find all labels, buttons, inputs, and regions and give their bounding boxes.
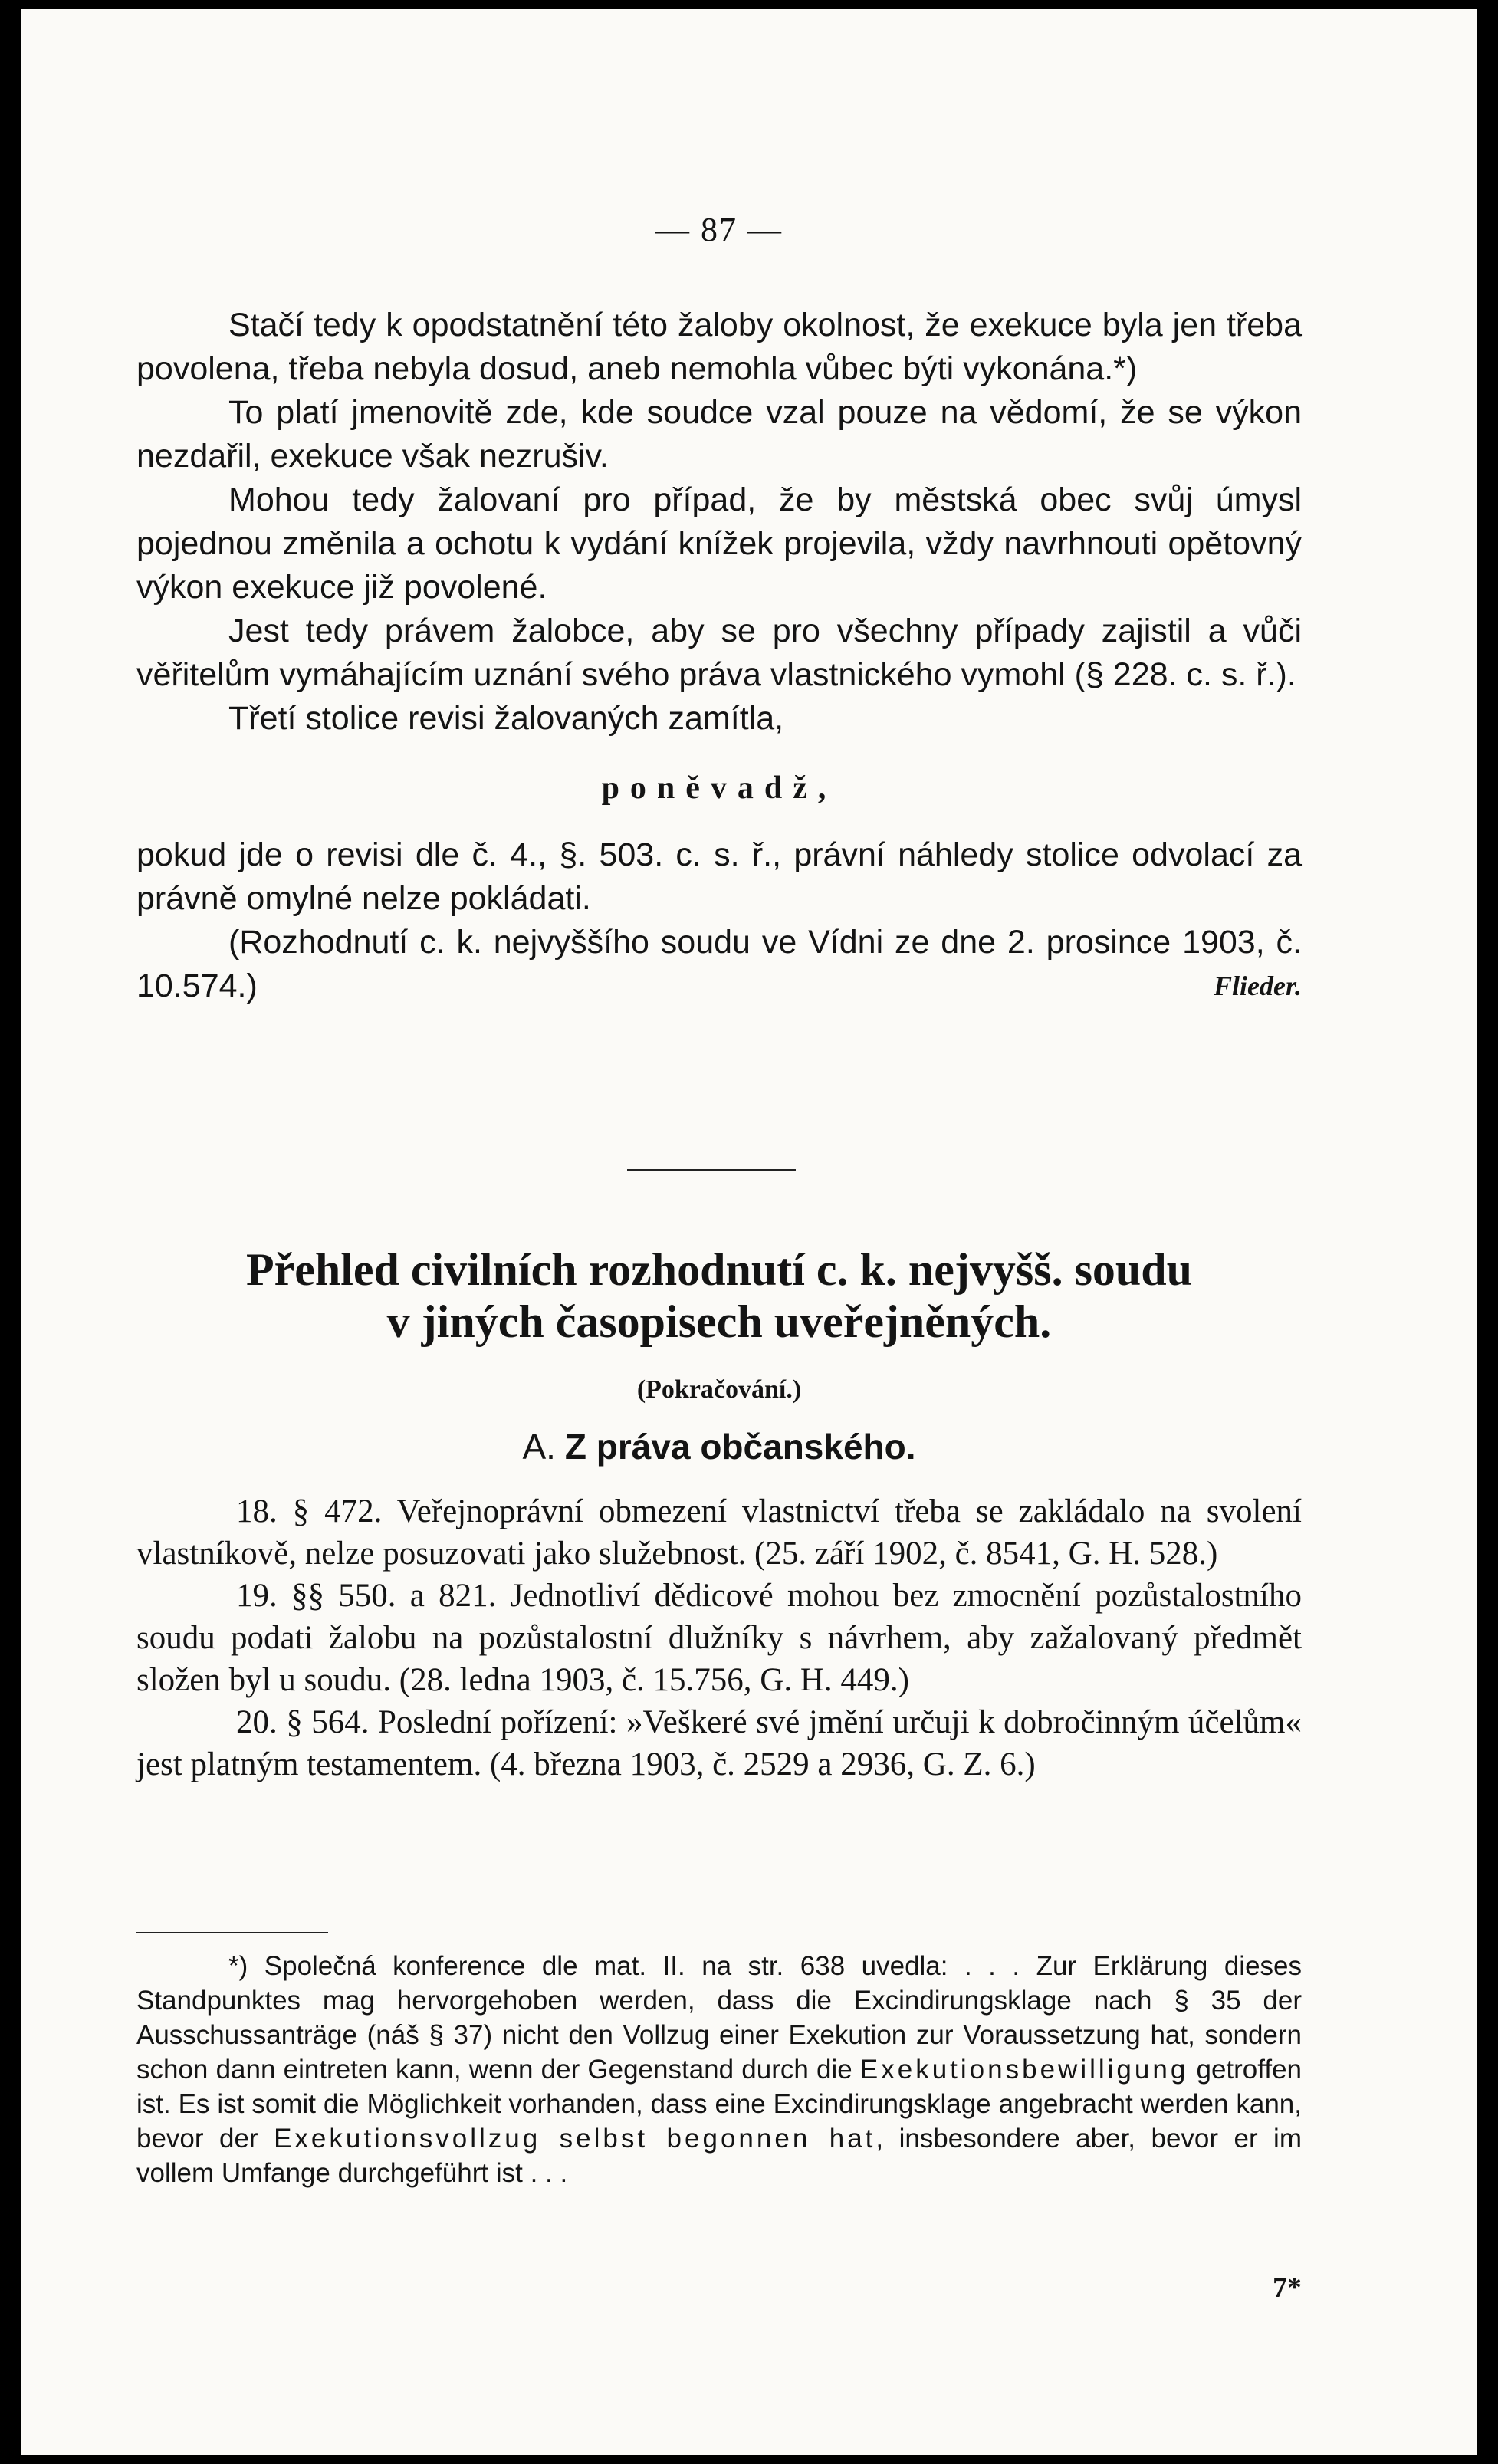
section-title-line2: v jiných časopisech uveřejněných. — [386, 1296, 1052, 1347]
entry: 20. § 564. Poslední pořízení: »Veškeré své jmění určuji k dobročinným účelům« jest platným testamentem. (4. března 1903, č. 2529 a 2936, G. Z. 6.) — [136, 1704, 1302, 1782]
paragraph: pokud jde o revisi dle č. 4., §. 503. c. s. ř., právní náhledy stolice odvolací za právně omylné nelze pokládati. — [136, 836, 1302, 917]
footnote-part: *) Společná konference dle mat. II. na str. 638 uvedla: . . . Zur Erklärung dieses Standpunktes mag hervorgehoben werden, dass die Excindirungsklage nach § 35 der Ausschussanträge (náš § 37) nicht den Vollzug einer Exekution zur Voraussetzung hat, sondern schon dann eintreten kann, wenn der Gegenstand durch die — [136, 1951, 1302, 2085]
divider — [627, 1169, 796, 1171]
page-number: — 87 — — [655, 211, 783, 248]
page — [21, 9, 1477, 2455]
citation-text: (Rozhodnutí c. k. nejvyššího soudu ve Vídni ze dne 2. prosince 1903, č. 10.574.) — [136, 924, 1302, 1004]
paragraph: To platí jmenovitě zde, kde soudce vzal pouze na vědomí, že se výkon nezdařil, exekuce však nezrušiv. — [136, 394, 1302, 475]
section-title — [136, 1243, 1302, 1348]
section-title-line1: Přehled civilních rozhodnutí c. k. nejvyšš. soudu — [245, 1244, 1193, 1295]
paragraph: Jest tedy právem žalobce, aby se pro všechny případy zajistil a vůči věřitelům vymáhajícím uznání svého práva vlastnického vymohl (§ 228. c. s. ř.). — [136, 613, 1302, 693]
subsection-name: Z práva občanského. — [564, 1427, 916, 1467]
footnote-text — [136, 1949, 1302, 2190]
author-signature: Flieder. — [1214, 971, 1302, 1001]
footnote-divider — [136, 1932, 328, 1933]
subsection-letter: A. — [522, 1427, 556, 1467]
paragraph: Mohou tedy žalovaní pro případ, že by městská obec svůj úmysl pojednou změnila a ochotu k vydání knížek projevila, vždy navrhnouti opětovný výkon exekuce již povolené. — [136, 481, 1302, 606]
footnote-part: getroffen ist. Es ist somit die Möglichkeit vorhanden, dass eine Excindirungsklage angebracht werden kann, bevor der — [136, 2055, 1302, 2154]
paragraph: Stačí tedy k opodstatnění této žaloby okolnost, že exekuce byla jen třeba povolena, třeba nebyla dosud, aneb nemohla vůbec býti vykonána.*) — [136, 307, 1302, 387]
subsection-title — [136, 1426, 1302, 1467]
footnote — [136, 1949, 1302, 2190]
paragraph-citation — [136, 921, 1302, 1008]
footnote-emphasis: Exekutionsvollzug selbst begonnen hat — [274, 2124, 876, 2154]
footnote-part: , insbesondere aber, bevor er im vollem Umfange durchgeführt ist . . . — [136, 2124, 1302, 2188]
continuation-note: (Pokračování.) — [636, 1375, 802, 1404]
poneadz-heading: poněvadž, — [601, 770, 837, 806]
decision-text — [136, 304, 1302, 1008]
entry: 19. §§ 550. a 821. Jednotliví dědicové mohou bez zmocnění pozůstalostního soudu podati žalobu na pozůstalostní dlužníky s návrhem, aby zažalovaný předmět složen byl u soudu. (28. ledna 1903, č. 15.756, G. H. 449.) — [136, 1578, 1302, 1698]
paragraph: Třetí stolice revisi žalovaných zamítla, — [228, 700, 784, 737]
footnote-emphasis: Exekutionsbewilligung — [859, 2055, 1189, 2085]
entry: 18. § 472. Veřejnoprávní obmezení vlastnictví třeba se zakládalo na svolení vlastníkově, nelze posuzovati jako služebnost. (25. září 1902, č. 8541, G. H. 528.) — [136, 1493, 1302, 1572]
decision-entries — [136, 1490, 1302, 1786]
sheet-signature: 7* — [1273, 2272, 1302, 2304]
